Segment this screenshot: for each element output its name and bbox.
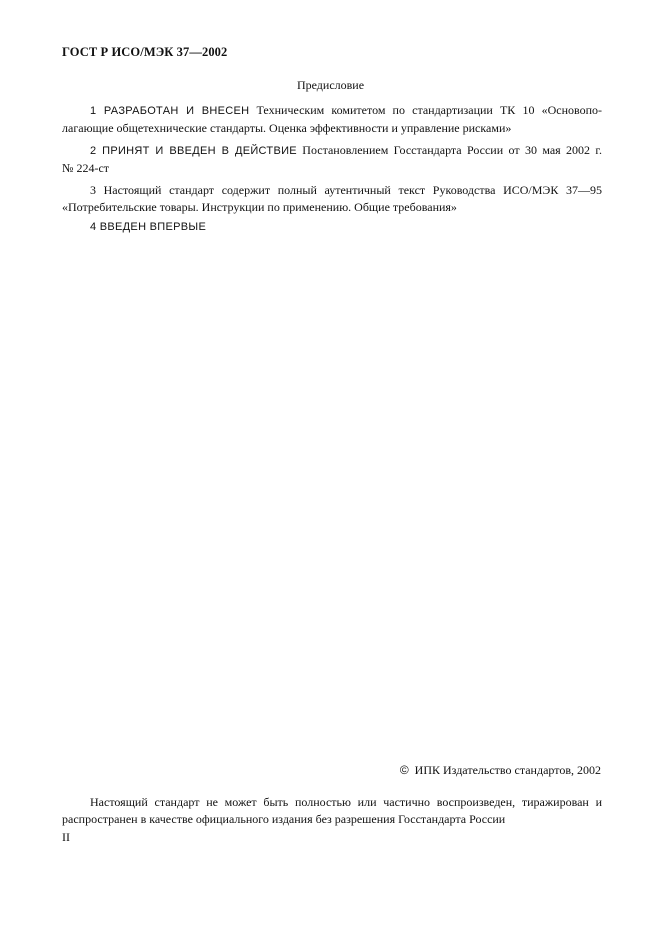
foreword-item-2-line-1 [62,142,602,160]
foreword-item-1-lead: 1 РАЗРАБОТАН И ВНЕСЕН [90,105,250,117]
copyright-symbol: © [399,763,409,777]
foreword-item-2-text: Постановлением Госстандарта России от 30 мая 2002 г. [296,143,602,157]
foreword-item-1 [62,102,602,137]
foreword-item-4 [62,218,602,236]
reproduction-notice-line-2: распространен в качестве официального издания без разрешения Госстандарта России [62,812,506,826]
foreword-item-2-lead: 2 ПРИНЯТ И ВВЕДЕН В ДЕЙСТВИЕ [90,145,297,157]
standard-code-header: ГОСТ Р ИСО/МЭК 37—2002 [62,45,228,59]
page-number: II [62,830,70,844]
foreword-item-4-lead: 4 ВВЕДЕН ВПЕРВЫЕ [90,221,207,233]
foreword-item-3-line-1: 3 Настоящий стандарт содержит полный аутентичный текст Руководства ИСО/МЭК 37—95 [90,183,602,197]
foreword-item-2 [62,142,602,177]
foreword-item-1-line-1 [62,102,602,120]
foreword-title: Предисловие [296,78,365,92]
foreword-item-1-text: Техническим комитетом по стандартизации ТК 10 «Основопо- [249,103,602,117]
foreword-item-1-line-2: лагающие общетехнические стандарты. Оценка эффективности и управление рисками» [62,121,512,135]
copyright-line [400,762,601,779]
foreword-item-2-line-2: № 224-ст [62,161,110,175]
reproduction-notice [62,794,602,828]
foreword-item-4-line-1 [62,218,602,236]
foreword-item-3-line-2: «Потребительские товары. Инструкции по применению. Общие требования» [62,200,457,214]
foreword-item-3 [62,182,602,216]
copyright-text: ИПК Издательство стандартов, 2002 [414,763,601,777]
reproduction-notice-line-1: Настоящий стандарт не может быть полностью или частично воспроизведен, тиражирован и [90,795,602,809]
